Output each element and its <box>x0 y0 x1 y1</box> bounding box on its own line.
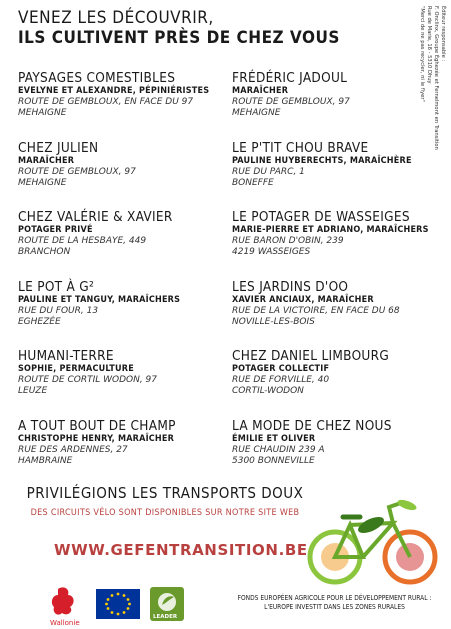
producer-description: XAVIER ANCIAUX, MARAÎCHER <box>232 294 374 305</box>
headline-line-2: ILS CULTIVENT PRÈS DE CHEZ VOUS <box>18 28 340 48</box>
producer-address: RUE DES ARDENNES, 27 <box>18 444 128 455</box>
publisher-note-line: "Merci de ne pas recycler, ni le flyer" <box>419 6 425 102</box>
producer-description: MARAÎCHER <box>232 86 289 96</box>
producer-entry <box>232 140 432 210</box>
footer-subtitle: DES CIRCUITS VÉLO SONT DISPONIBLES SUR NOTRE SITE WEB <box>30 508 300 518</box>
producer-name: LA MODE DE CHEZ NOUS <box>232 417 392 434</box>
producer-address: RUE BARON D'OBIN, 239 <box>232 236 344 246</box>
producer-entry <box>18 209 218 279</box>
producer-entry <box>232 279 432 349</box>
producer-entry <box>232 209 432 279</box>
producer-address: RUE CHAUDIN 239 A <box>232 444 325 455</box>
producer-description: POTAGER PRIVÉ <box>18 225 93 235</box>
producer-description: POTAGER COLLECTIF <box>232 364 330 374</box>
producer-entry <box>18 418 218 488</box>
producer-town: LEUZE <box>18 386 48 396</box>
producer-town: CORTIL-WODON <box>232 386 304 396</box>
producer-name: FRÉDÉRIC JADOUL <box>232 70 348 86</box>
bicycle-illustration <box>305 495 440 590</box>
leader-logo <box>150 587 184 621</box>
producer-entry <box>18 348 218 418</box>
leaf-decoration <box>396 498 418 512</box>
producer-description: EVELYNE ET ALEXANDRE, PÉPINIÉRISTES <box>18 86 210 96</box>
producer-town: EGHEZÉE <box>18 316 61 327</box>
producer-name: PAYSAGES COMESTIBLES <box>18 70 176 86</box>
producer-description: ÉMILIE ET OLIVER <box>232 433 316 444</box>
producer-town: NOVILLE-LES-BOIS <box>232 316 315 327</box>
producer-address: ROUTE DE CORTIL WODON, 97 <box>18 375 157 385</box>
publisher-note-line: F. Onclinx, Groupe Éghezée et Fernelmont en Transition <box>433 6 439 150</box>
partner-logos <box>50 583 200 627</box>
producer-town: BONEFFE <box>232 177 274 188</box>
wallonie-logo <box>50 587 80 627</box>
producer-description: SOPHIE, PERMACULTURE <box>18 364 134 374</box>
producer-name: LE P'TIT CHOU BRAVE <box>232 139 369 156</box>
producer-name: CHEZ DANIEL LIMBOURG <box>232 348 390 364</box>
producer-description: PAULINE ET TANGUY, MARAÎCHERS <box>18 294 181 305</box>
producer-town: 4219 WASSEIGES <box>232 247 311 257</box>
header <box>18 8 378 48</box>
producer-town: HAMBRAINE <box>18 455 73 466</box>
wallonie-label: Wallonie <box>50 619 80 627</box>
producer-entry <box>18 140 218 210</box>
producer-description: MARAÎCHER <box>18 155 75 166</box>
producer-town: MEHAIGNE <box>232 108 281 118</box>
producer-list-right <box>232 70 432 487</box>
producer-entry <box>232 348 432 418</box>
producer-name: A TOUT BOUT DE CHAMP <box>18 417 176 434</box>
producer-list-left <box>18 70 218 487</box>
funding-line-2: L'EUROPE INVESTIT DANS LES ZONES RURALES <box>264 603 405 611</box>
producer-name: LE POT À G² <box>18 278 95 295</box>
producer-entry <box>232 418 432 488</box>
producer-address: ROUTE DE GEMBLOUX, 97 <box>232 97 350 107</box>
publisher-note-line: Rue de Marie, 18 - 5310 Dhuy <box>426 6 432 84</box>
producer-name: CHEZ JULIEN <box>18 139 99 156</box>
producer-address: RUE DU FOUR, 13 <box>18 305 99 316</box>
producer-entry <box>18 279 218 349</box>
producer-name: CHEZ VALÉRIE & XAVIER <box>18 209 173 225</box>
producer-description: MARIE-PIERRE ET ADRIANO, MARAÎCHERS <box>232 225 429 235</box>
bike-handlebar <box>389 503 401 523</box>
producer-address: ROUTE DE GEMBLOUX, 97 <box>18 166 136 177</box>
publisher-note-line: Éditeur responsable : <box>440 6 446 62</box>
producer-entry <box>18 70 218 140</box>
producer-address: RUE DU PARC, 1 <box>232 166 305 177</box>
producer-description: PAULINE HUYBERECHTS, MARAÎCHÈRE <box>232 155 412 166</box>
producer-town: MEHAIGNE <box>18 177 67 188</box>
leader-label: LEADER <box>153 614 178 620</box>
producer-town: MEHAIGNE <box>18 108 67 118</box>
producer-town: BRANCHON <box>18 247 71 257</box>
rooster-icon <box>52 587 74 614</box>
producer-address: RUE DE LA VICTOIRE, EN FACE DU 68 <box>232 305 400 316</box>
producer-name: LE POTAGER DE WASSEIGES <box>232 209 410 225</box>
producer-address: RUE DE FORVILLE, 40 <box>232 375 330 385</box>
producer-town: 5300 BONNEVILLE <box>232 455 315 466</box>
funding-notice <box>222 594 447 612</box>
producer-name: LES JARDINS D'OO <box>232 278 349 295</box>
producer-name: HUMANI-TERRE <box>18 348 114 364</box>
headline-line-1: VENEZ LES DÉCOUVRIR, <box>18 8 214 28</box>
producer-description: CHRISTOPHE HENRY, MARAÎCHER <box>18 433 175 444</box>
eu-flag-logo <box>96 589 140 619</box>
funding-line-1: FONDS EUROPÉEN AGRICOLE POUR LE DÉVELOPPEMENT RURAL : <box>237 594 432 602</box>
producer-entry <box>232 70 432 140</box>
footer-title: PRIVILÉGIONS LES TRANSPORTS DOUX <box>26 484 304 502</box>
website-link[interactable]: WWW.GEFENTRANSITION.BE <box>54 541 308 559</box>
producer-address: ROUTE DE LA HESBAYE, 449 <box>18 236 147 246</box>
producer-address: ROUTE DE GEMBLOUX, EN FACE DU 97 <box>18 97 194 107</box>
